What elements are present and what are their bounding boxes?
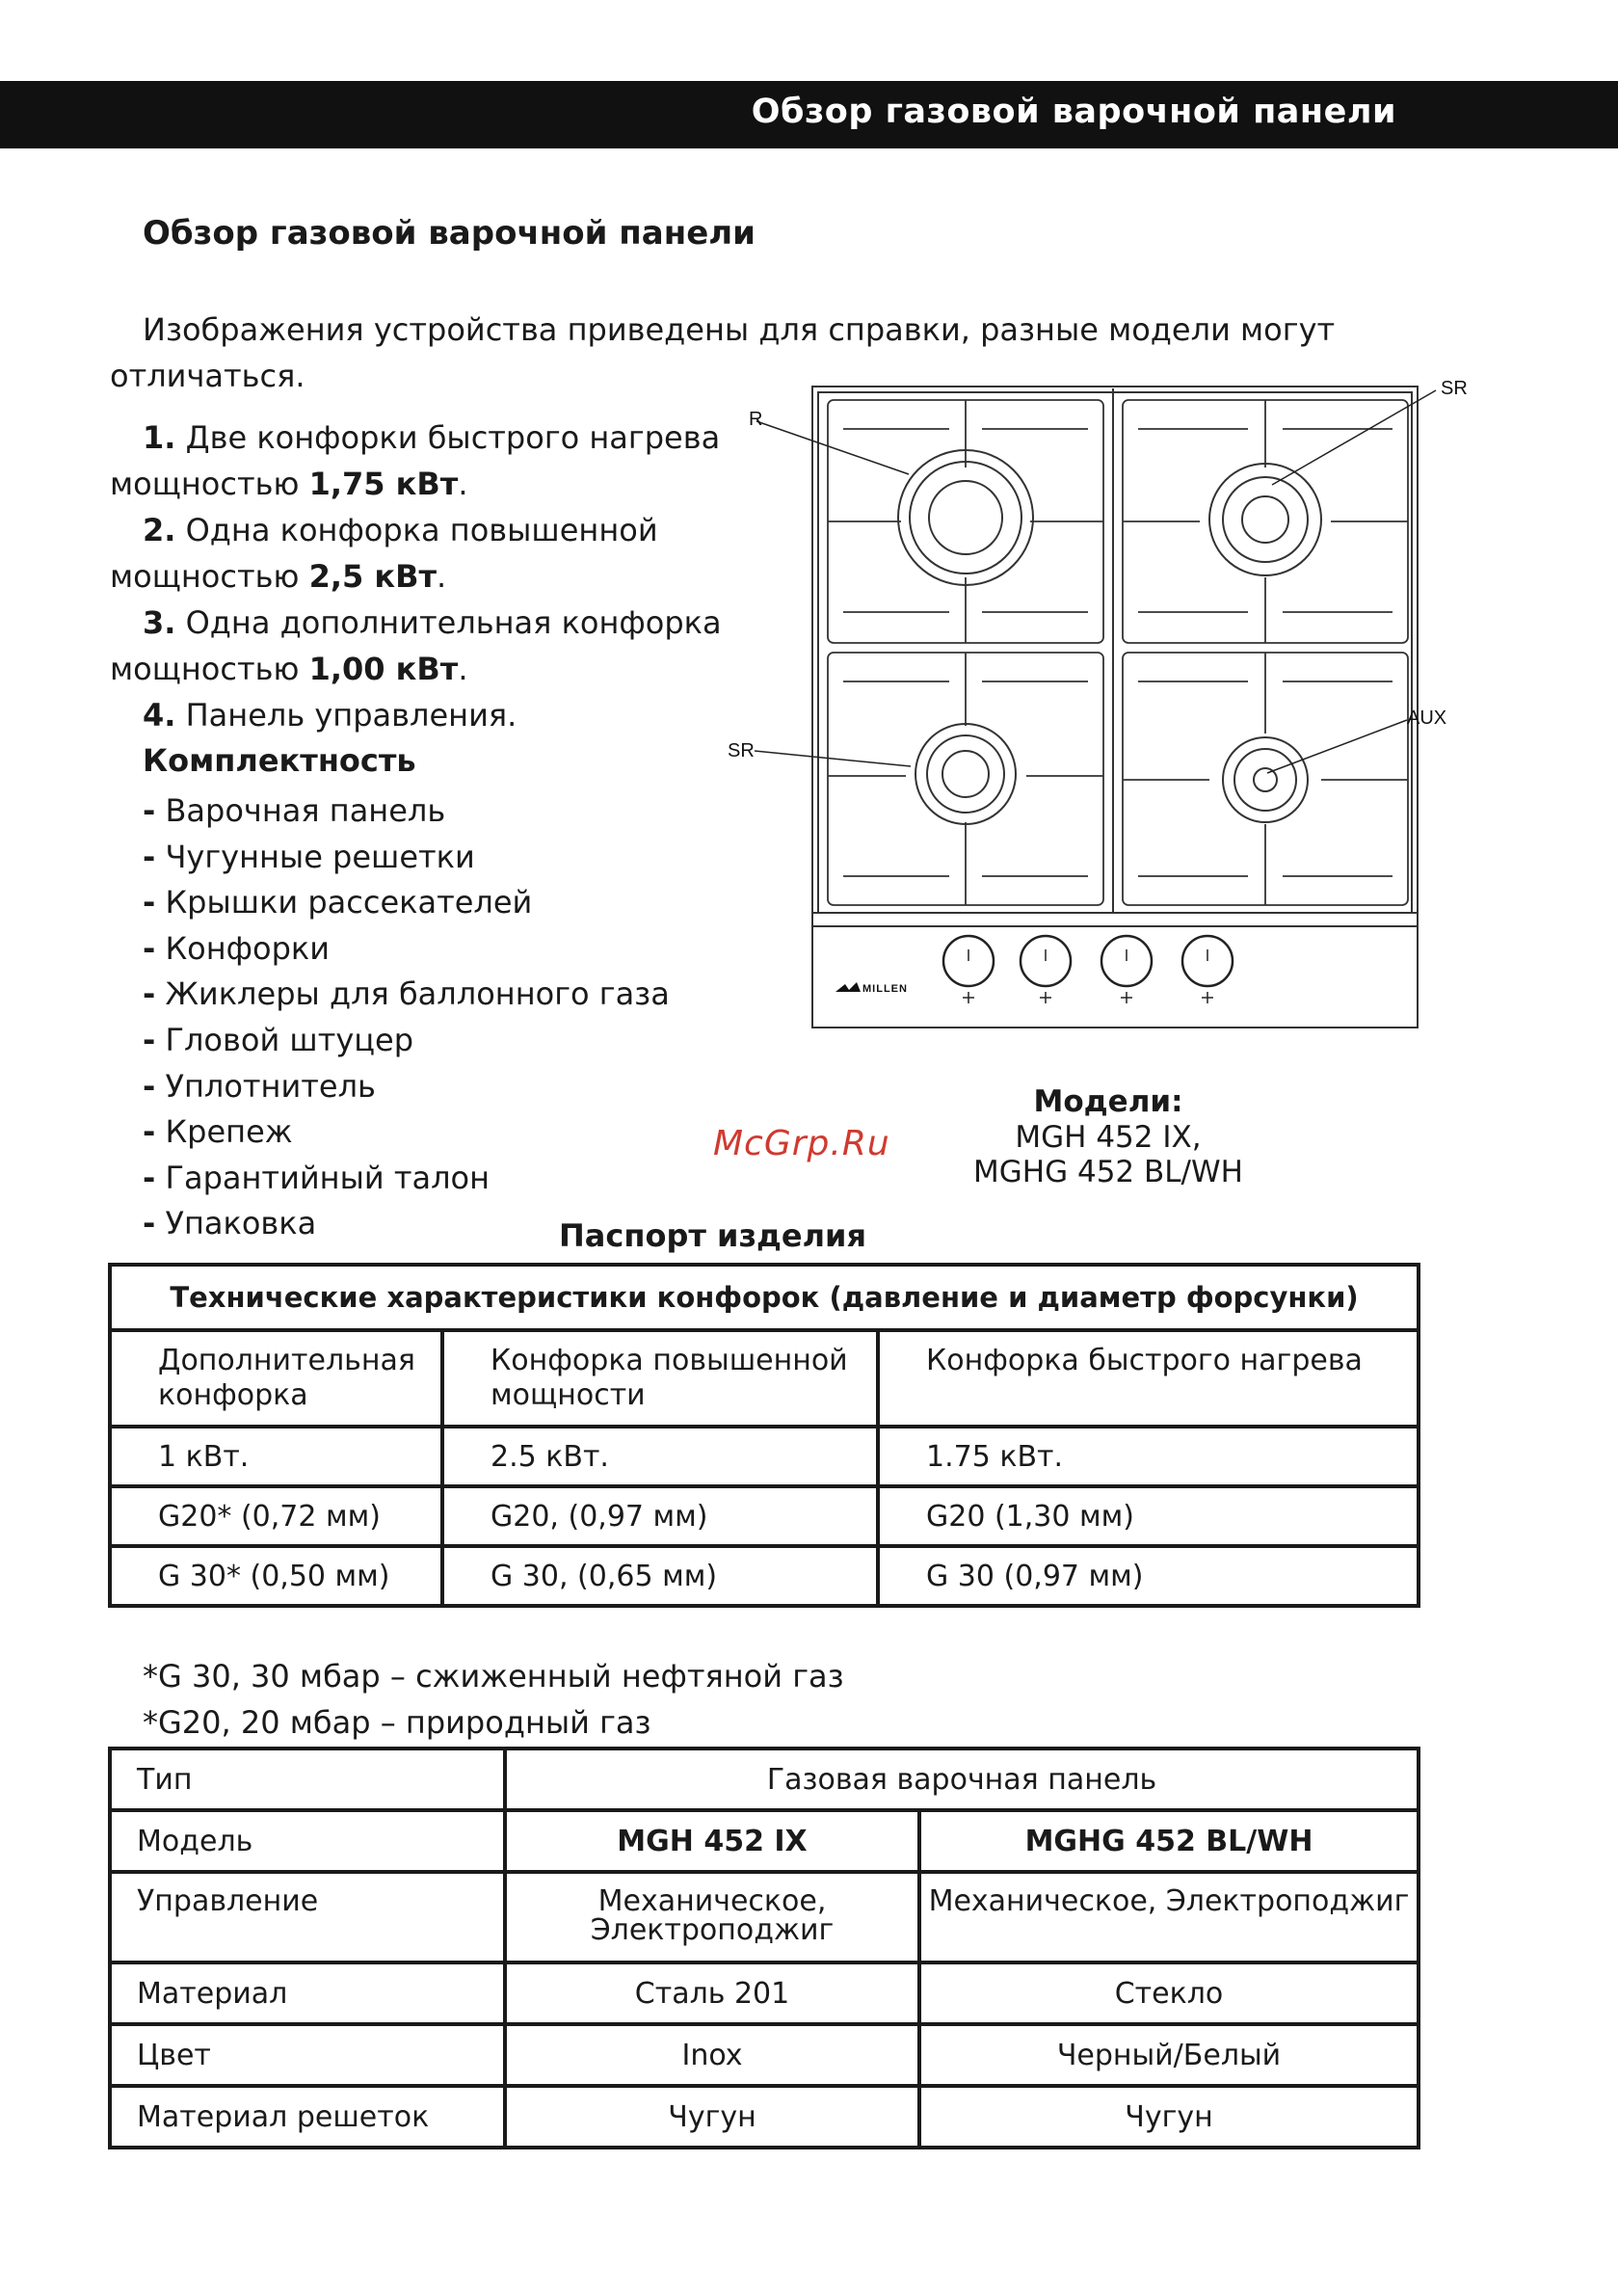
list-item: - Конфорки [143,929,331,967]
knobs [943,936,1233,986]
passport-title: Паспорт изделия [559,1217,866,1254]
table-cell: Стекло [919,1962,1419,2024]
label-aux: AUX [1407,707,1447,729]
section-title: Обзор газовой варочной панели [143,214,756,253]
table-cell: Механическое, Электроподжиг [505,1872,919,1962]
feature-3: 3. Одна дополнительная конфорка мощностью 1,00 кВт. [110,604,722,687]
table-cell: Модель [110,1810,505,1872]
list-item: - Жиклеры для баллонного газа [143,975,670,1013]
burners [898,450,1321,824]
watermark: McGrp.Ru [713,1124,890,1163]
models-line-1: MGH 452 IX, [1015,1120,1202,1155]
table-cell: Чугун [505,2086,919,2148]
list-item: - Чугунные решетки [143,838,475,875]
kit-list [143,788,670,1247]
burner-sr-top [1209,464,1321,575]
list-item: - Крепеж [143,1113,293,1151]
table-cell: Механическое, Электроподжиг [919,1872,1419,1962]
column-high-power: Конфорка повышенной мощности [442,1330,878,1427]
table-cell: 2.5 кВт. [442,1427,878,1486]
table-row [110,1810,1419,1872]
table-cell: Черный/Белый [919,2024,1419,2086]
label-sr-left: SR [728,740,755,761]
table-cell: G 30* (0,50 мм) [110,1546,442,1606]
feature-1: 1. Две конфорки быстрого нагрева мощностью 1,75 кВт. [110,419,721,502]
list-item: - Гловой штуцер [143,1021,414,1058]
list-item: - Гарантийный талон [143,1159,491,1196]
table-row [110,2024,1419,2086]
models-label: Модели: [1033,1084,1183,1119]
table-cell: Цвет [110,2024,505,2086]
note-g20: *G20, 20 мбар – природный газ [143,1704,651,1741]
column-aux: Дополнительная конфорка [110,1330,442,1427]
table-cell: Inox [505,2024,919,2086]
table-cell: G 30 (0,97 мм) [878,1546,1419,1606]
table-row [110,2086,1419,2148]
table-cell: G20 (1,30 мм) [878,1486,1419,1546]
svg-text:MILLEN: MILLEN [862,983,908,995]
table-row [110,1962,1419,2024]
burner-sr-left [915,724,1016,824]
list-item: - Уплотнитель [143,1067,376,1105]
column-rapid: Конфорка быстрого нагрева [878,1330,1419,1427]
table-cell: Чугун [919,2086,1419,2148]
table-row [110,1330,1419,1427]
burner-aux [1223,737,1308,822]
table-cell: Управление [110,1872,505,1962]
brand-logo [836,982,908,995]
table-cell: 1.75 кВт. [878,1427,1419,1486]
table-cell: MGHG 452 BL/WH [919,1810,1419,1872]
burner-r [898,450,1033,585]
table-cell: G20* (0,72 мм) [110,1486,442,1546]
hob-diagram [728,371,1499,1046]
kit-title: Комплектность [143,742,416,779]
table-header-row [110,1265,1419,1330]
hob-body [812,387,1418,1028]
table-row [110,1427,1419,1486]
grates [828,400,1408,905]
table-cell: Тип [110,1749,505,1810]
table-cell: G 30, (0,65 мм) [442,1546,878,1606]
table-cell: MGH 452 IX [505,1810,919,1872]
table-header: Технические характеристики конфорок (давление и диаметр форсунки) [110,1265,1419,1330]
table-row [110,1872,1419,1962]
control-panel [812,913,1418,1028]
table-cell: Сталь 201 [505,1962,919,2024]
table-cell: Газовая варочная панель [505,1749,1419,1810]
list-item: - Крышки рассекателей [143,884,533,921]
burner-specs-table [108,1263,1420,1608]
label-r: R [749,409,763,430]
feature-4: 4. Панель управления. [143,697,517,734]
header-title: Обзор газовой варочной панели [751,93,1396,131]
label-sr-top: SR [1441,378,1468,399]
feature-2: 2. Одна конфорка повышенной мощностью 2,5 кВт. [110,512,658,595]
table-row [110,1546,1419,1606]
intro-paragraph: Изображения устройства приведены для справки, разные модели могут отличаться. [110,311,1336,394]
list-item: - Варочная панель [143,792,446,829]
table-row [110,1749,1419,1810]
table-cell: Материал [110,1962,505,2024]
product-table [108,1747,1420,2149]
table-cell: G20, (0,97 мм) [442,1486,878,1546]
table-cell: Материал решеток [110,2086,505,2148]
table-row [110,1486,1419,1546]
note-g30: *G 30, 30 мбар – сжиженный нефтяной газ [143,1658,844,1695]
list-item: - Упаковка [143,1205,317,1242]
table-cell: 1 кВт. [110,1427,442,1486]
models-line-2: MGHG 452 BL/WH [973,1155,1243,1189]
